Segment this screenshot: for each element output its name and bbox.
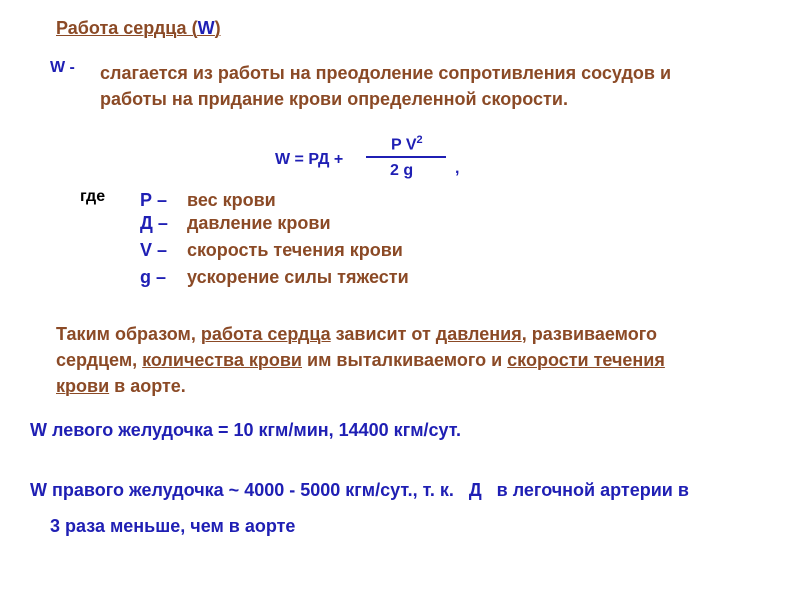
legend-text: ускорение силы тяжести [187,267,409,287]
formula-comma: , [455,160,460,177]
formula-denominator: 2 g [390,162,414,179]
definition-line-2: работы на придание крови определенной скорости. [100,89,568,109]
fraction-bar [366,156,446,158]
conclusion-paragraph [56,321,665,399]
legend-text: вес крови [187,190,276,210]
legend-text: скорость течения крови [187,240,403,260]
legend-symbol: Д – [140,213,168,233]
formula-exponent: 2 [416,134,423,146]
title-w-symbol: W [197,18,215,38]
formula-lhs: W = РД + [275,151,344,168]
right-ventricle-work-continued: 3 раза меньше, чем в аорте [50,516,296,536]
where-label: где [80,188,106,205]
legend-symbol: V – [140,240,168,260]
conclusion-line-1: Таким образом, работа сердца зависит от давления, развиваемого [56,324,657,344]
definition-label: W - [50,59,75,76]
legend-symbol: Р – [140,190,168,210]
page-title: Работа сердца (W) [56,18,221,38]
formula-numerator: P $V^2$ [391,134,423,154]
definition-text [100,60,671,112]
left-ventricle-work: W левого желудочка = 10 кгм/мин, 14400 кгм/сут. [30,420,461,440]
definition-line-1: слагается из работы на преодоление сопротивления сосудов и [100,63,672,83]
legend-text: давление крови [187,213,331,233]
conclusion-line-2: сердцем, количества крови им выталкиваемого и скорости течения [56,350,665,370]
right-ventricle-work: W правого желудочка ~ 4000 - 5000 кгм/сут., т. к. Д в легочной артерии в [30,480,689,500]
legend-symbol: g – [140,267,167,287]
conclusion-line-3: крови в аорте. [56,376,186,396]
